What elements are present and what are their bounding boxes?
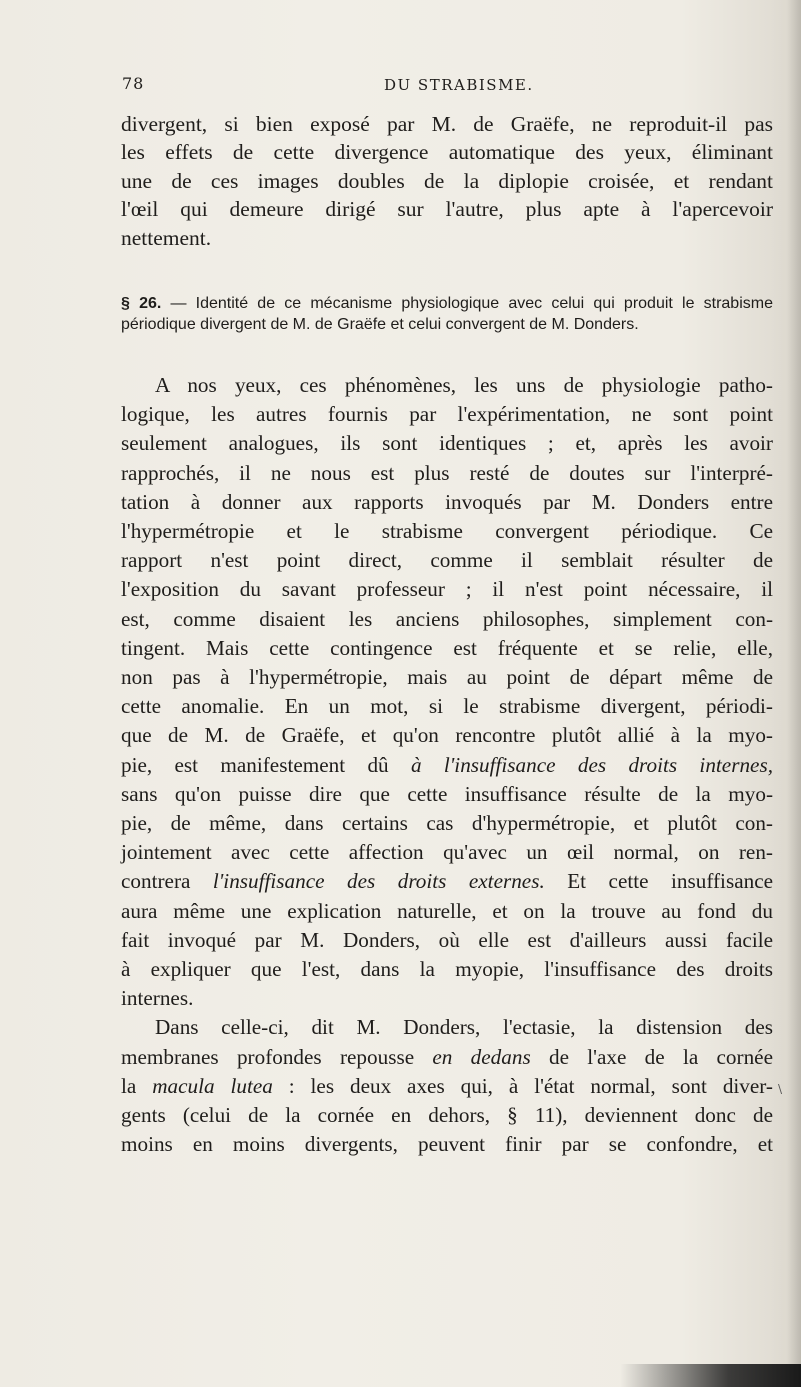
text-line: jointement avec cette affection qu'avec un œil normal, on ren- — [121, 840, 773, 865]
text-line: nettement. — [121, 225, 212, 250]
text-line: l'exposition du savant professeur ; il n'est point nécessaire, il — [121, 577, 773, 602]
italic-phrase: à l'insuffisance des droits internes, — [410, 752, 773, 777]
text-segment: de l'axe de la cornée — [530, 1044, 773, 1069]
text-line: non pas à l'hypermétropie, mais au point de départ même de — [121, 665, 773, 690]
running-head: DU STRABISME. — [384, 76, 534, 94]
text-line: moins en moins divergents, peuvent finir par se confondre, et — [121, 1132, 773, 1157]
text-segment: pie, est manifestement dû — [121, 752, 411, 777]
text-line: rapprochés, il ne nous est plus resté de doutes sur l'interpré- — [121, 460, 773, 485]
text-line: est, comme disaient les anciens philosophes, simplement con- — [121, 606, 773, 631]
paragraph-2 — [121, 1013, 773, 1159]
text-line: cette anomalie. En un mot, si le strabisme divergent, périodi- — [121, 694, 773, 719]
text-line: à expliquer que l'est, dans la myopie, l'insuffisance des droits — [121, 957, 773, 982]
text-segment: la — [121, 1073, 153, 1098]
body-text — [121, 371, 773, 1159]
text-line — [121, 1043, 773, 1072]
text-line: que de M. de Graëfe, et qu'on rencontre plutôt allié à la myo- — [121, 723, 773, 748]
text-line: internes. — [121, 986, 194, 1011]
text-line: tingent. Mais cette contingence est fréquente et se relie, elle, — [121, 635, 773, 660]
italic-phrase: en dedans — [432, 1044, 531, 1069]
text-line: une de ces images doubles de la diplopie croisée, et rendant — [121, 168, 773, 193]
text-line: sans qu'on puisse dire que cette insuffisance résulte de la myo- — [121, 781, 773, 806]
page-edge-shadow — [787, 0, 801, 1387]
text-line: l'œil qui demeure dirigé sur l'autre, plus apte à l'apercevoir — [121, 197, 773, 222]
text-line: divergent, si bien exposé par M. de Graëfe, ne reproduit-il pas — [121, 112, 773, 136]
text-line — [121, 1072, 773, 1101]
section-number: § 26. — [121, 295, 162, 312]
italic-phrase: l'insuffisance des droits externes. — [212, 869, 545, 894]
intro-paragraph — [121, 110, 773, 252]
page-bottom-edge — [620, 1364, 801, 1387]
text-line: l'hypermétropie et le strabisme convergent périodique. Ce — [121, 519, 773, 544]
text-line — [121, 867, 773, 896]
paragraph-1 — [121, 371, 773, 1013]
text-segment: contrera — [121, 869, 213, 894]
page-number: 78 — [122, 74, 145, 93]
text-line — [121, 751, 773, 780]
italic-phrase: macula lutea — [152, 1073, 273, 1098]
text-line: Dans celle-ci, dit M. Donders, l'ectasie, la distension des — [155, 1015, 773, 1040]
text-segment: Et cette insuffisance — [544, 869, 773, 894]
text-line: logique, les autres fournis par l'expérimentation, ne sont point — [121, 402, 773, 427]
text-line: aura même une explication naturelle, et on la trouve au fond du — [121, 898, 773, 923]
text-line: gents (celui de la cornée en dehors, § 11), deviennent donc de — [121, 1103, 773, 1128]
text-line: fait invoqué par M. Donders, où elle est d'ailleurs aussi facile — [121, 927, 773, 952]
text-line: seulement analogues, ils sont identiques ; et, après les avoir — [121, 431, 773, 456]
section-title: — Identité de ce mécanisme physiologique avec celui qui produit le strabisme périodique divergent de M. de Graëfe et celui convergent de M. Donders. — [121, 295, 773, 333]
text-line: tation à donner aux rapports invoqués par M. Donders entre — [121, 489, 773, 514]
text-segment: : les deux axes qui, à l'état normal, sont diver- — [272, 1073, 773, 1098]
text-line: pie, de même, dans certains cas d'hypermétropie, et plutôt con- — [121, 811, 773, 836]
stray-ink-mark: \ — [778, 1082, 783, 1096]
text-segment: membranes profondes repousse — [121, 1044, 433, 1069]
text-line: les effets de cette divergence automatique des yeux, éliminant — [121, 140, 773, 165]
text-line: rapport n'est point direct, comme il semblait résulter de — [121, 548, 773, 573]
text-line: A nos yeux, ces phénomènes, les uns de physiologie patho- — [155, 373, 773, 397]
section-heading — [121, 294, 773, 335]
page-header — [122, 74, 762, 100]
